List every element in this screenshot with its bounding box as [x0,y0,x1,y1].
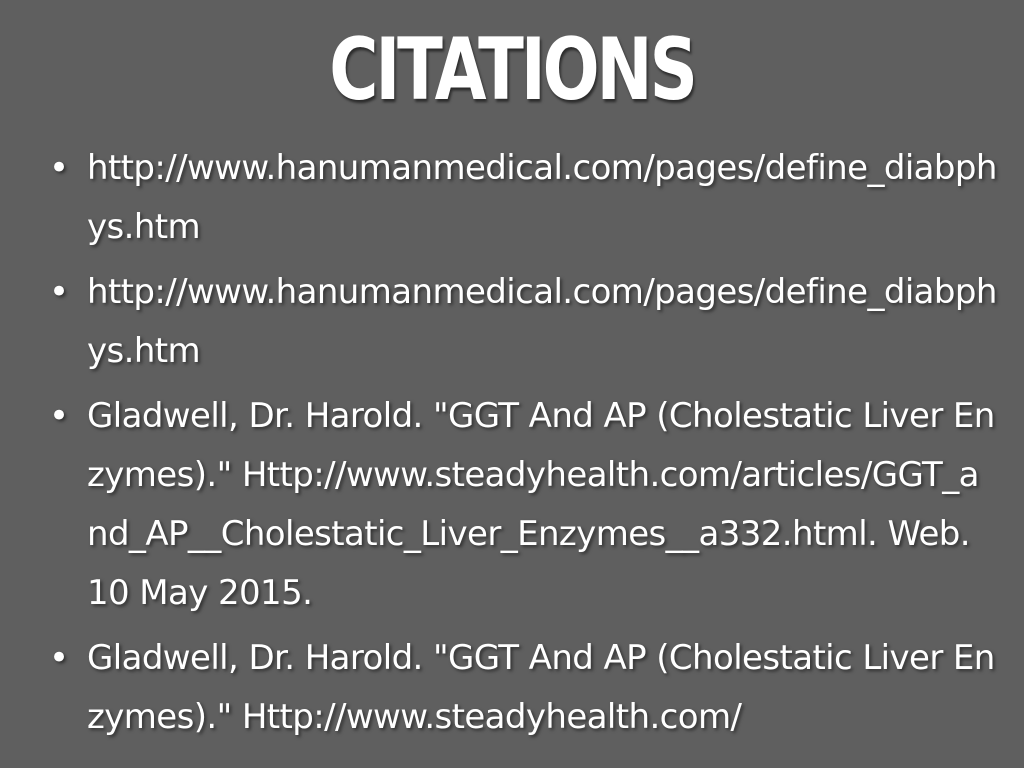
citation-item [49,629,999,747]
citation-text: Gladwell, Dr. Harold. "GGT And AP (Cholestatic Liver Enzymes)." Http://www.steadyhealth.com/articles/GGT_and_AP__Cholestatic_Liver_Enzymes__a332.html. Web. 10 May 2015. [87,396,995,613]
slide-title: CITATIONS [329,20,695,120]
bullet-icon: • [49,272,69,312]
bullet-icon: • [49,148,69,188]
citation-text: http://www.hanumanmedical.com/pages/define_diabphys.htm [87,148,997,247]
citation-item [49,263,999,381]
citation-item [49,139,999,257]
citation-list [49,139,999,753]
citation-item [49,387,999,623]
citation-text: Gladwell, Dr. Harold. "GGT And AP (Cholestatic Liver Enzymes)." Http://www.steadyhealth.com/ [87,638,995,737]
bullet-icon: • [49,396,69,436]
citation-text: http://www.hanumanmedical.com/pages/define_diabphys.htm [87,272,997,371]
bullet-icon: • [49,638,69,678]
